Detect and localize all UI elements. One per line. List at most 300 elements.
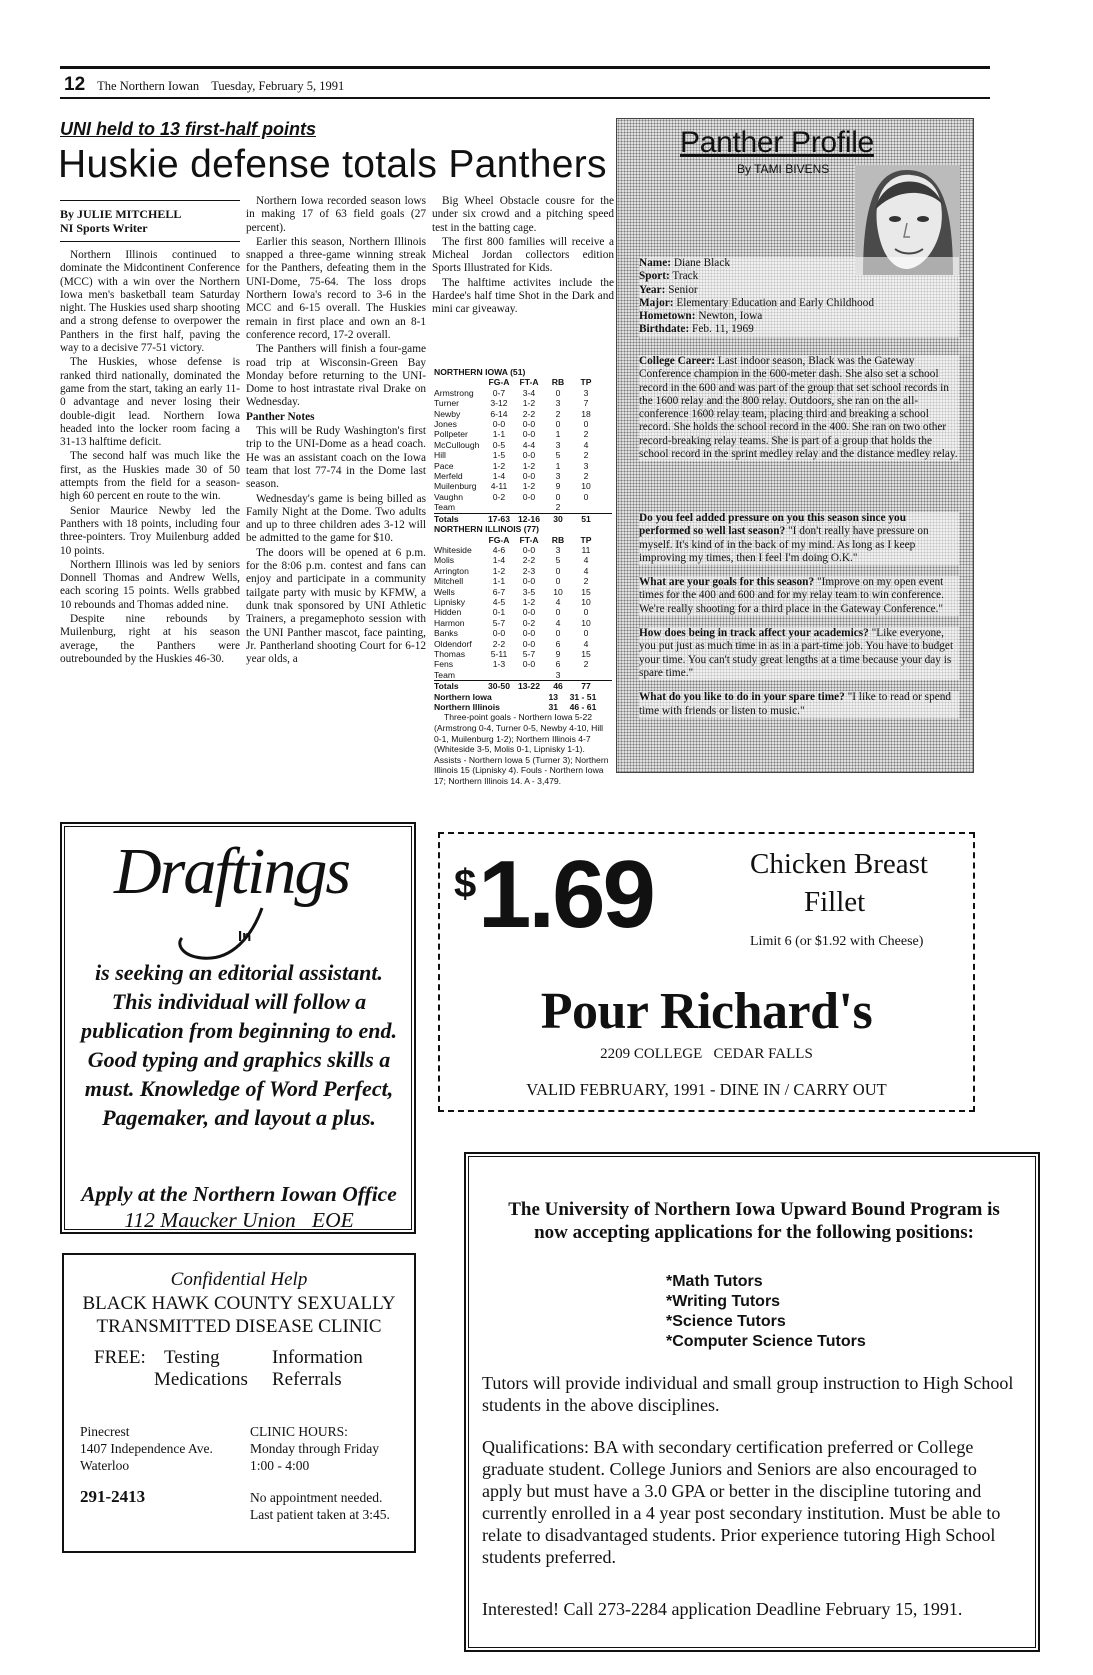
paragraph: The doors will be opened at 6 p.m. for the 8:06 p.m. contest and fans can enjoy and participate in a community tailgate party with music by KFMW, a dunk tnak sponsored by UNI Athletic Trainers, a pregamephoto session with the UNI Panther mascot, face painting, Jr. Pantherland shooting Court for 6-12 year olds, a bbox=[246, 546, 426, 666]
service-information: Information bbox=[272, 1347, 363, 1368]
address-line: 1407 Independence Ave. bbox=[80, 1441, 213, 1456]
player-stat-row bbox=[434, 597, 612, 607]
paragraph: Senior Maurice Newby led the Panthers with 18 points, including four three-pointers. Troy Muilenburg added 10 points. bbox=[60, 504, 240, 557]
fg-a: 17-63 bbox=[488, 513, 510, 524]
question: What are your goals for this season? bbox=[639, 576, 815, 589]
score-by-half-row bbox=[434, 702, 612, 712]
paragraph: Northern Illinois continued to dominate the Midcontinent Conference (MCC) with a win over the Northern Iowa men's basketball team Saturday night. The Huskies used sharp shooting and a strong defense to overpower the Panthers in the first half, paving the way to a decisive 77-51 victory. bbox=[60, 249, 240, 355]
paragraph: The halftime activites include the Hardee's half time Shot in the Dark and mini car giveaway. bbox=[432, 276, 614, 316]
ft-a: 0-0 bbox=[522, 450, 536, 461]
player-stat-row bbox=[434, 398, 612, 408]
profile-facts bbox=[639, 257, 959, 337]
profile-career bbox=[639, 355, 959, 461]
ft-a: 1-2 bbox=[522, 481, 536, 492]
page-header bbox=[64, 74, 984, 96]
rebounds: 3 bbox=[555, 439, 561, 450]
profile-byline: By TAMI BIVENS bbox=[737, 162, 830, 176]
player-name: Hidden bbox=[434, 607, 462, 618]
rebounds: 10 bbox=[553, 586, 563, 597]
fg-a: 5-7 bbox=[492, 617, 506, 628]
player-name: Harmon bbox=[434, 617, 465, 628]
fg-a: FG-A bbox=[488, 534, 510, 545]
player-stat-row bbox=[434, 587, 612, 597]
service-testing: Testing bbox=[164, 1347, 220, 1368]
upward-contact: Interested! Call 273-2284 application Deadline February 15, 1991. bbox=[482, 1599, 963, 1619]
player-stat-row bbox=[434, 388, 612, 398]
player-name: Muilenburg bbox=[434, 481, 477, 492]
rebounds: 3 bbox=[555, 544, 561, 555]
clinic-address bbox=[80, 1423, 213, 1474]
upward-qualifications: Qualifications: BA with secondary certification preferred or College graduate student. College Juniors and Seniors are also encouraged to apply but must have a 3.0 GPA or better in the discipline tutoring and currently enrolled in a 4 year post secondary institution. Must be able to relate to disadvantaged students. Prior experience tutoring High School students preferred. bbox=[482, 1437, 1001, 1567]
fact-row bbox=[639, 270, 959, 283]
paragraph: The Huskies, whose defense is ranked third nationally, dominated the game from the start, taking an early 11-0 advantage and never losing their double-digit lead. Northern Iowa headed into the locker room facing a 31-13 halftime deficit. bbox=[60, 356, 240, 449]
player-stat-row bbox=[434, 545, 612, 555]
clinic-heading: Confidential Help bbox=[170, 1269, 308, 1290]
draftings-in: In bbox=[238, 928, 252, 945]
address-line: Pinecrest bbox=[80, 1424, 130, 1439]
restaurant-name: Pour Richard's bbox=[540, 983, 873, 1040]
ft-a: 3-5 bbox=[522, 586, 536, 597]
total-points: 0 bbox=[583, 419, 589, 430]
fg-a: FG-A bbox=[488, 377, 510, 388]
player-name: Newby bbox=[434, 408, 461, 419]
rebounds: 0 bbox=[555, 565, 561, 576]
fg-a bbox=[484, 670, 514, 680]
fact-row bbox=[639, 310, 959, 323]
rebounds: 9 bbox=[555, 648, 561, 659]
qa-item bbox=[639, 512, 959, 565]
profile-qa bbox=[639, 512, 959, 718]
clinic-title-2: TRANSMITTED DISEASE CLINIC bbox=[96, 1316, 382, 1337]
total-points: 0 bbox=[583, 607, 589, 618]
fact-label: Hometown: bbox=[639, 310, 696, 323]
total-points: 2 bbox=[583, 576, 589, 587]
rebounds: 0 bbox=[555, 387, 561, 398]
fact-value: Feb. 11, 1969 bbox=[692, 323, 754, 336]
total-points bbox=[572, 670, 600, 680]
fg-a: 1-2 bbox=[492, 460, 506, 471]
total-points: TP bbox=[580, 534, 592, 545]
ft-a: 0-0 bbox=[522, 576, 536, 587]
player-stat-row bbox=[434, 649, 612, 659]
hours-label: CLINIC HOURS: bbox=[250, 1424, 348, 1439]
player-name: Team bbox=[434, 669, 456, 680]
player-stat-row bbox=[434, 576, 612, 586]
fact-row bbox=[639, 297, 959, 310]
answer: "Improve on my open event times for the 400 and 600 and for my relay team to win conference. We're really shooting for a third place in the Gateway Conference." bbox=[639, 576, 944, 615]
header-top-rule bbox=[60, 66, 990, 69]
ft-a bbox=[514, 670, 544, 680]
clinic-phone: 291-2413 bbox=[80, 1487, 146, 1506]
fact-label: Sport: bbox=[639, 270, 670, 283]
ft-a: 13-22 bbox=[518, 681, 540, 692]
clinic-note bbox=[250, 1489, 390, 1523]
player-name bbox=[434, 377, 484, 387]
fg-a: 0-1 bbox=[492, 607, 506, 618]
stat-header-row bbox=[434, 377, 612, 387]
rebounds: 3 bbox=[555, 398, 561, 409]
article-column-2 bbox=[246, 195, 426, 667]
total-points: 2 bbox=[583, 450, 589, 461]
answer: "Like everyone, you put just as much time in as in a part-time job. You have to budget your time. You can't study great lengths at a time because your day is spare time." bbox=[639, 627, 954, 679]
player-name: Jones bbox=[434, 419, 457, 430]
draftings-ad bbox=[60, 822, 416, 1234]
player-name: Team bbox=[434, 502, 456, 513]
rebounds: 6 bbox=[555, 659, 561, 670]
logo-swash bbox=[152, 906, 272, 966]
ft-a: 0-0 bbox=[522, 419, 536, 430]
halftime-score: 13 bbox=[548, 691, 558, 702]
team-title: NORTHERN ILLINOIS (77) bbox=[434, 524, 540, 535]
player-name: Arrington bbox=[434, 565, 469, 576]
player-stat-row bbox=[434, 492, 612, 502]
position-item: *Science Tutors bbox=[666, 1313, 786, 1330]
ft-a: 0-0 bbox=[522, 659, 536, 670]
rebounds: RB bbox=[551, 534, 565, 545]
halftime-score: 31 bbox=[548, 702, 558, 712]
ft-a: 3-4 bbox=[522, 387, 536, 398]
ft-a: 0-0 bbox=[522, 638, 536, 649]
rebounds: 30 bbox=[553, 513, 563, 524]
player-name: McCullough bbox=[434, 439, 480, 450]
total-points: 4 bbox=[583, 555, 589, 566]
fact-label: Major: bbox=[639, 296, 674, 309]
player-stat-row bbox=[434, 670, 612, 680]
paragraph: The first 800 families will receive a Micheal Jordan collectors edition Sports Illustrated for Kids. bbox=[432, 235, 614, 275]
ft-a: 4-4 bbox=[522, 439, 536, 450]
rebounds: 6 bbox=[555, 638, 561, 649]
upward-title: The University of Northern Iowa Upward Bound Program is now accepting applications for the following positions: bbox=[508, 1199, 1000, 1243]
restaurant-address: 2209 COLLEGE CEDAR FALLS bbox=[600, 1046, 813, 1062]
fact-value: Track bbox=[672, 270, 699, 283]
player-stat-row bbox=[434, 659, 612, 669]
fact-value: Newton, Iowa bbox=[698, 310, 763, 323]
total-points: 7 bbox=[583, 398, 589, 409]
positions-list bbox=[666, 1272, 866, 1352]
byline: By JULIE MITCHELL bbox=[60, 207, 182, 221]
coupon-valid: VALID FEBRUARY, 1991 - DINE IN / CARRY OUT bbox=[526, 1080, 887, 1099]
rebounds: 2 bbox=[555, 502, 561, 513]
fact-label: Birthdate: bbox=[639, 323, 690, 336]
fg-a: 4-6 bbox=[492, 544, 506, 555]
byline-rule-bottom bbox=[60, 241, 240, 242]
rebounds: 2 bbox=[555, 408, 561, 419]
ft-a: FT-A bbox=[519, 534, 539, 545]
totals-row bbox=[434, 680, 612, 691]
stat-header-row bbox=[434, 535, 612, 545]
fact-value: Senior bbox=[668, 283, 698, 296]
rebounds: 3 bbox=[555, 471, 561, 482]
total-points: 10 bbox=[581, 617, 591, 628]
fg-a: 1-4 bbox=[492, 471, 506, 482]
qa-item bbox=[639, 576, 959, 616]
player-name: Turner bbox=[434, 398, 459, 409]
ft-a: 1-2 bbox=[522, 398, 536, 409]
total-points: 77 bbox=[581, 681, 591, 692]
total-points bbox=[572, 502, 600, 512]
fg-a: 1-5 bbox=[492, 450, 506, 461]
player-stat-row bbox=[434, 461, 612, 471]
fg-a: 1-1 bbox=[492, 429, 506, 440]
fg-a: 1-3 bbox=[492, 659, 506, 670]
ft-a bbox=[514, 502, 544, 512]
player-stat-row bbox=[434, 429, 612, 439]
score-by-half-row bbox=[434, 692, 612, 702]
coupon-price: 1.69 bbox=[478, 841, 653, 948]
fg-a: 6-7 bbox=[492, 586, 506, 597]
total-points: 0 bbox=[583, 491, 589, 502]
note-line: Last patient taken at 3:45. bbox=[250, 1507, 390, 1522]
player-name: Vaughn bbox=[434, 491, 463, 502]
player-name: Oldendorf bbox=[434, 638, 472, 649]
qa-item bbox=[639, 627, 959, 680]
fg-a: 0-0 bbox=[492, 628, 506, 639]
career-label: College Career: bbox=[639, 355, 716, 367]
ft-a: 0-0 bbox=[522, 628, 536, 639]
fg-a: 4-5 bbox=[492, 596, 506, 607]
issue-date: Tuesday, February 5, 1991 bbox=[211, 79, 345, 93]
pour-richards-coupon bbox=[438, 832, 975, 1112]
panther-notes-heading: Panther Notes bbox=[246, 410, 315, 423]
total-points: 10 bbox=[581, 596, 591, 607]
rebounds: 5 bbox=[555, 555, 561, 566]
total-points: 11 bbox=[581, 544, 591, 555]
player-name: Totals bbox=[434, 513, 459, 524]
player-stat-row bbox=[434, 450, 612, 460]
ft-a: 5-7 bbox=[522, 648, 536, 659]
draftings-logo: Draftings bbox=[114, 835, 350, 908]
rebounds: 0 bbox=[555, 576, 561, 587]
paragraph: This will be Rudy Washington's first trip to the UNI-Dome as a head coach. He was an assistant coach on the Iowa team that lost 77-74 in the Dome last season. bbox=[246, 425, 426, 491]
player-stat-row bbox=[434, 419, 612, 429]
player-stat-row bbox=[434, 471, 612, 481]
total-points: 4 bbox=[583, 638, 589, 649]
answer: "I don't really have pressure on myself. It's kind of in the back of my mind. As long as I keep improving my times, then I feel I'm doing O.K." bbox=[639, 525, 929, 564]
player-stat-row bbox=[434, 628, 612, 638]
profile-title: Panther Profile bbox=[680, 126, 874, 159]
fg-a: 6-14 bbox=[490, 408, 508, 419]
fg-a: 0-5 bbox=[492, 439, 506, 450]
paragraph: Northern Iowa recorded season lows in making 17 of 63 field goals (27 percent). bbox=[246, 195, 426, 234]
paragraph: Big Wheel Obstacle cousre for the under six crowd and a pitching speed test in the batting cage. bbox=[432, 195, 614, 234]
player-name: Pace bbox=[434, 460, 454, 471]
fact-row bbox=[639, 323, 959, 336]
career-body: Last indoor season, Black was the Gateway Conference champion in the 600-meter dash. She also set a school record in the 600 and was part of the group that set school records in the 1600 relay and the 800 relay. Outdoors, she ran on the all-conference 1600 relay team, placing third and breaking a school record. She holds the school record in the 400. She ran on two other record-breaking relay teams. She is part of a group that holds the school record in the sprint medley relay and the distance medley relay. bbox=[639, 355, 958, 461]
coupon-item-1: Chicken Breast bbox=[750, 848, 928, 880]
question: How does being in track affect your academics? bbox=[639, 627, 869, 640]
fact-row bbox=[639, 284, 959, 297]
player-name: Pollpeter bbox=[434, 429, 468, 440]
hours-line: 1:00 - 4:00 bbox=[250, 1458, 310, 1473]
paragraph: Despite nine rebounds by Muilenburg, right at his season average, the Panthers were outrebounded by the Huskies 46-30. bbox=[60, 613, 240, 665]
fact-value: Diane Black bbox=[673, 257, 730, 269]
qa-item bbox=[639, 691, 959, 718]
total-points: 15 bbox=[581, 648, 591, 659]
rebounds: 0 bbox=[555, 628, 561, 639]
article-kicker: UNI held to 13 first-half points bbox=[60, 119, 317, 139]
total-points: 2 bbox=[583, 659, 589, 670]
ft-a: 1-2 bbox=[522, 596, 536, 607]
panther-profile bbox=[616, 118, 974, 773]
header-bottom-rule bbox=[60, 97, 990, 99]
player-name: Whiteside bbox=[434, 544, 472, 555]
player-name: Merfeld bbox=[434, 471, 463, 482]
service-medications: Medications bbox=[154, 1369, 248, 1390]
player-name bbox=[434, 535, 484, 545]
final-score: 31 - 51 bbox=[569, 691, 597, 702]
player-name: Molis bbox=[434, 555, 455, 566]
draftings-body: is seeking an editorial assistant. This individual will follow a publication from beginning to end. Good typing and graphics skills a must. Knowledge of Word Perfect, Pagemaker, and layout a plus. bbox=[81, 960, 397, 1130]
total-points: 3 bbox=[583, 460, 589, 471]
paragraph: Earlier this season, Northern Illinois snapped a three-game winning streak for the Panthers, defeating them in the UNI-Dome, 75-64. The loss drops Northern Iowa's record to 3-6 in the MCC and 6-15 overall. The Huskies remain in first place and own an 8-1 conference record, 17-2 overall. bbox=[246, 235, 426, 341]
total-points: TP bbox=[580, 377, 592, 388]
price-dollar-sign: $ bbox=[454, 862, 477, 906]
player-stat-row bbox=[434, 440, 612, 450]
rebounds: 46 bbox=[553, 681, 563, 692]
team-name: Northern Illinois bbox=[434, 702, 500, 712]
player-name: Banks bbox=[434, 628, 458, 639]
fg-a: 2-2 bbox=[492, 638, 506, 649]
fg-a: 0-7 bbox=[492, 387, 506, 398]
ft-a: 0-0 bbox=[522, 471, 536, 482]
total-points: 4 bbox=[583, 565, 589, 576]
fg-a: 5-11 bbox=[490, 648, 508, 659]
fg-a: 0-0 bbox=[492, 419, 506, 430]
byline-title: NI Sports Writer bbox=[60, 221, 148, 235]
total-points: 2 bbox=[583, 471, 589, 482]
ft-a: 0-0 bbox=[522, 544, 536, 555]
fg-a: 1-2 bbox=[492, 565, 506, 576]
box-score bbox=[434, 367, 612, 787]
position-item: *Math Tutors bbox=[666, 1273, 763, 1290]
fg-a: 0-2 bbox=[492, 491, 506, 502]
paragraph: The Panthers will finish a four-game road trip at Wisconsin-Green Bay Monday before returning to the UNI-Dome to host intrastate rival Drake on Wednesday. bbox=[246, 343, 426, 409]
fact-label: Name: bbox=[639, 257, 671, 269]
fg-a: 1-1 bbox=[492, 576, 506, 587]
final-score: 46 - 61 bbox=[569, 702, 597, 712]
total-points: 0 bbox=[583, 628, 589, 639]
draftings-address: 112 Maucker Union EOE bbox=[124, 1208, 354, 1232]
rebounds: 3 bbox=[555, 669, 561, 680]
byline-rule-top bbox=[60, 200, 240, 201]
rebounds: 0 bbox=[555, 607, 561, 618]
career-text bbox=[639, 355, 959, 461]
team-title: NORTHERN IOWA (51) bbox=[434, 367, 526, 377]
clinic-ad bbox=[62, 1253, 416, 1553]
fg-a: 3-12 bbox=[490, 398, 508, 409]
totals-row bbox=[434, 513, 612, 524]
rebounds: 1 bbox=[555, 460, 561, 471]
ft-a: FT-A bbox=[519, 377, 539, 388]
service-referrals: Referrals bbox=[272, 1369, 342, 1390]
player-stat-row bbox=[434, 639, 612, 649]
fact-row bbox=[639, 257, 959, 270]
total-points: 4 bbox=[583, 439, 589, 450]
free-label: FREE: bbox=[94, 1347, 146, 1368]
team-name: Northern Iowa bbox=[434, 691, 492, 702]
question: What do you like to do in your spare time? bbox=[639, 691, 845, 704]
ft-a: 2-2 bbox=[522, 408, 536, 419]
ft-a: 12-16 bbox=[518, 513, 540, 524]
rebounds: 1 bbox=[555, 429, 561, 440]
question: Do you feel added pressure on you this season since you performed so well last season? bbox=[639, 512, 906, 538]
page-number: 12 bbox=[64, 74, 86, 95]
total-points: 10 bbox=[581, 481, 591, 492]
ft-a: 0-0 bbox=[522, 429, 536, 440]
article-column-1 bbox=[60, 200, 240, 667]
total-points: 2 bbox=[583, 429, 589, 440]
clinic-title-1: BLACK HAWK COUNTY SEXUALLY bbox=[82, 1293, 396, 1314]
box-score-footnote: Three-point goals - Northern Iowa 5-22 (Armstrong 0-4, Turner 0-5, Newby 4-10, Hill 0-1, Muilenburg 1-2); Northern Illinois 4-7 (Whiteside 3-5, Molis 0-1, Lipnisky 1-1). Assists - Northern Iowa 5 (Turner 3); Northern Illinois 15 (Lipnisky 4). Fouls - Northern Iowa 17; Northern Illinois 14. A - 3,479. bbox=[434, 712, 609, 786]
player-stat-row bbox=[434, 409, 612, 419]
ft-a: 0-0 bbox=[522, 491, 536, 502]
clinic-hours bbox=[250, 1423, 379, 1474]
player-stat-row bbox=[434, 607, 612, 617]
rebounds: 4 bbox=[555, 617, 561, 628]
article-column-3 bbox=[432, 195, 614, 318]
rebounds: 5 bbox=[555, 450, 561, 461]
fg-a: 30-50 bbox=[488, 681, 510, 692]
player-name: Lipnisky bbox=[434, 596, 466, 607]
coupon-item-2: Fillet bbox=[804, 886, 866, 918]
paragraph: The second half was much like the first, as the Huskies made 30 of 50 attempts from the field for a season-high 60 percent en route to the win. bbox=[60, 450, 240, 503]
total-points: 3 bbox=[583, 387, 589, 398]
player-name: Thomas bbox=[434, 648, 466, 659]
paragraph: Wednesday's game is being billed as Family Night at the Dome. Two adults and up to three children ades 3-12 will be admitted to the game for $10. bbox=[246, 492, 426, 545]
player-name: Mitchell bbox=[434, 576, 464, 587]
total-points: 18 bbox=[581, 408, 591, 419]
fact-label: Year: bbox=[639, 283, 666, 296]
rebounds: 0 bbox=[555, 491, 561, 502]
rebounds: 0 bbox=[555, 419, 561, 430]
position-item: *Computer Science Tutors bbox=[666, 1333, 866, 1350]
address-line: Waterloo bbox=[80, 1458, 130, 1473]
player-name: Wells bbox=[434, 586, 455, 597]
total-points: 51 bbox=[581, 513, 591, 524]
fg-a: 1-4 bbox=[492, 555, 506, 566]
coupon-limit: Limit 6 (or $1.92 with Cheese) bbox=[750, 934, 924, 949]
draftings-apply: Apply at the Northern Iowan Office bbox=[81, 1182, 397, 1206]
player-name: Hill bbox=[434, 450, 446, 461]
article-headline: Huskie defense totals Panthers bbox=[58, 143, 607, 186]
rebounds: RB bbox=[551, 377, 565, 388]
rebounds: 9 bbox=[555, 481, 561, 492]
player-name: Fens bbox=[434, 659, 454, 670]
paper-name: The Northern Iowan bbox=[97, 79, 200, 93]
ft-a: 2-2 bbox=[522, 555, 536, 566]
player-stat-row bbox=[434, 555, 612, 565]
total-points: 15 bbox=[581, 586, 591, 597]
ft-a: 0-0 bbox=[522, 607, 536, 618]
rebounds: 4 bbox=[555, 596, 561, 607]
upward-bound-ad-box bbox=[464, 1152, 1040, 1652]
ft-a: 2-3 bbox=[522, 565, 536, 576]
player-name: Totals bbox=[434, 681, 459, 692]
note-line: No appointment needed. bbox=[250, 1490, 383, 1505]
paragraph: Northern Illinois was led by seniors Donnell Thomas and Andrew Wells, each scoring 15 points. Wells grabbed 10 rebounds and Thomas added nine. bbox=[60, 558, 240, 611]
upward-description: Tutors will provide individual and small group instruction to High School students in the above disciplines. bbox=[482, 1373, 1014, 1415]
fact-value: Elementary Education and Early Childhood bbox=[676, 296, 874, 309]
player-stat-row bbox=[434, 618, 612, 628]
fg-a bbox=[484, 502, 514, 512]
player-stat-row bbox=[434, 481, 612, 491]
ft-a: 1-2 bbox=[522, 460, 536, 471]
player-name: Armstrong bbox=[434, 387, 474, 398]
player-stat-row bbox=[434, 502, 612, 512]
ft-a: 0-2 bbox=[522, 617, 536, 628]
player-stat-row bbox=[434, 566, 612, 576]
answer: "I like to read or spend time with friends or listen to music." bbox=[639, 691, 952, 717]
